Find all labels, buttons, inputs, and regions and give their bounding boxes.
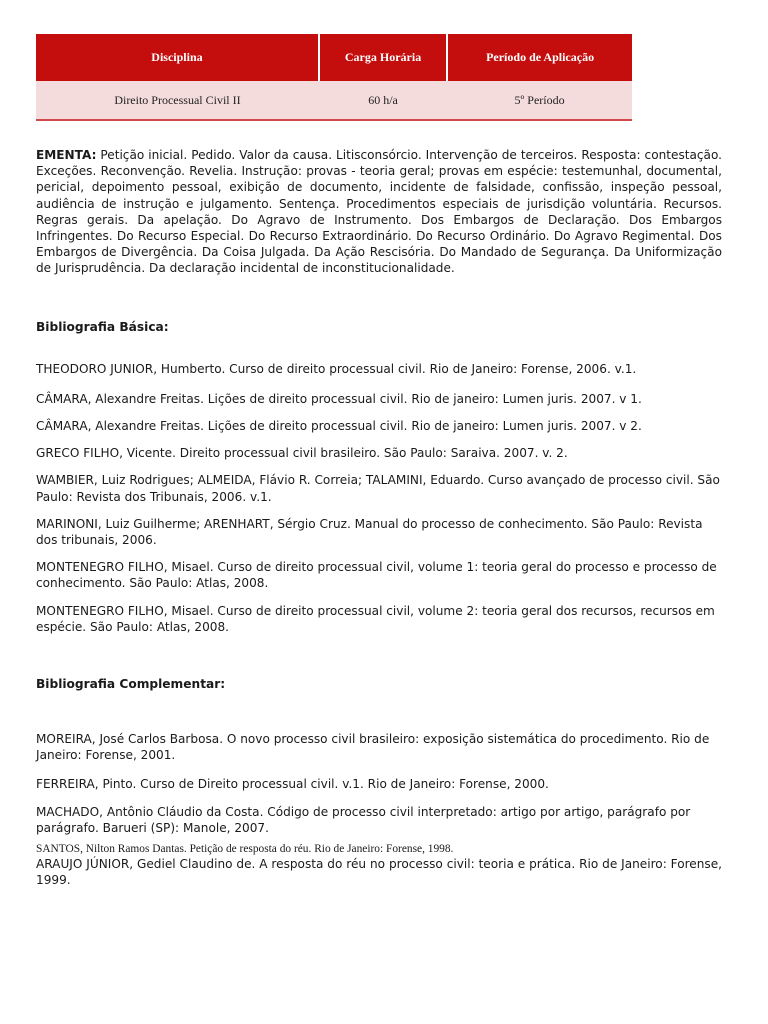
list-item: MOREIRA, José Carlos Barbosa. O novo processo civil brasileiro: exposição sistemática do procedimento. Rio de Janeiro: Forense, 2001. (36, 732, 710, 763)
header-periodo: Período de Aplicação (447, 34, 632, 81)
cell-disciplina: Direito Processual Civil II (36, 81, 319, 120)
table-header-row (36, 34, 632, 81)
ementa-text: Petição inicial. Pedido. Valor da causa. Litisconsórcio. Intervenção de terceiros. Resposta: contestação. Exceções. Reconvenção. Revelia. Instrução: provas - teoria geral; provas em espécie: testemunhal, documental, pericial, depoimento pessoal, exibição de documento, incidente de falsidade, confissão, inspeção pessoal, audiência de instrução e julgamento. Sentença. Procedimentos especiais de jurisdição voluntária. Recursos. Regras gerais. Da apelação. Do Agravo de Instrumento. Dos Embargos de Declaração. Dos Embargos Infringentes. Do Recurso Especial. Do Recurso Extraordinário. Do Recurso Ordinário. Do Agravo Regimental. Dos Embargos de Divergência. Da Coisa Julgada. Da Ação Rescisória. Do Mandado de Segurança. Da Uniformização de Jurisprudência. Da declaração incidental de inconstitucionalidade. (36, 148, 722, 276)
basica-list (36, 361, 722, 635)
ementa-label: EMENTA: (36, 148, 97, 162)
cell-carga-horaria: 60 h/a (319, 81, 447, 120)
list-item: THEODORO JUNIOR, Humberto. Curso de direito processual civil. Rio de Janeiro: Forense, 2006. v.1. (36, 361, 637, 376)
list-item: CÂMARA, Alexandre Freitas. Lições de direito processual civil. Rio de janeiro: Lumen juris. 2007. v 2. (36, 419, 642, 434)
list-item: CÂMARA, Alexandre Freitas. Lições de direito processual civil. Rio de janeiro: Lumen juris. 2007. v 1. (36, 391, 642, 406)
list-item: ARAUJO JÚNIOR, Gediel Claudino de. A resposta do réu no processo civil: teoria e prática. Rio de Janeiro: Forense, 1999. (36, 857, 722, 888)
bibliografia-complementar-title: Bibliografia Complementar: (36, 677, 226, 692)
table-row (36, 81, 632, 120)
header-carga-horaria: Carga Horária (319, 34, 447, 81)
list-item: WAMBIER, Luiz Rodrigues; ALMEIDA, Flávio R. Correia; TALAMINI, Eduardo. Curso avançado de processo civil. São Paulo: Revista dos Tribunais, 2006. v.1. (36, 473, 720, 504)
list-item: MONTENEGRO FILHO, Misael. Curso de direito processual civil, volume 1: teoria geral do processo e processo de conhecimento. São Paulo: Atlas, 2008. (36, 560, 717, 591)
list-item: MONTENEGRO FILHO, Misael. Curso de direito processual civil, volume 2: teoria geral dos recursos, recursos em espécie. São Paulo: Atlas, 2008. (36, 603, 715, 634)
document-page (36, 34, 722, 888)
bibliografia-basica-title: Bibliografia Básica: (36, 319, 169, 334)
ementa-paragraph (36, 147, 722, 277)
complementar-list (36, 731, 722, 888)
list-item: SANTOS, Nilton Ramos Dantas. Petição de resposta do réu. Rio de Janeiro: Forense, 1998. (36, 843, 454, 856)
list-item: MARINONI, Luiz Guilherme; ARENHART, Sérgio Cruz. Manual do processo de conhecimento. São Paulo: Revista dos tribunais, 2006. (36, 516, 703, 548)
cell-periodo: 5º Período (447, 81, 632, 120)
list-item: MACHADO, Antônio Cláudio da Costa. Código de processo civil interpretado: artigo por artigo, parágrafo por parágrafo. Barueri (SP): Manole, 2007. (36, 804, 691, 835)
header-disciplina: Disciplina (36, 34, 319, 81)
list-item: GRECO FILHO, Vicente. Direito processual civil brasileiro. São Paulo: Saraiva. 2007. v. 2. (36, 446, 568, 461)
list-item: FERREIRA, Pinto. Curso de Direito processual civil. v.1. Rio de Janeiro: Forense, 2000. (36, 777, 549, 792)
discipline-table (36, 34, 632, 121)
